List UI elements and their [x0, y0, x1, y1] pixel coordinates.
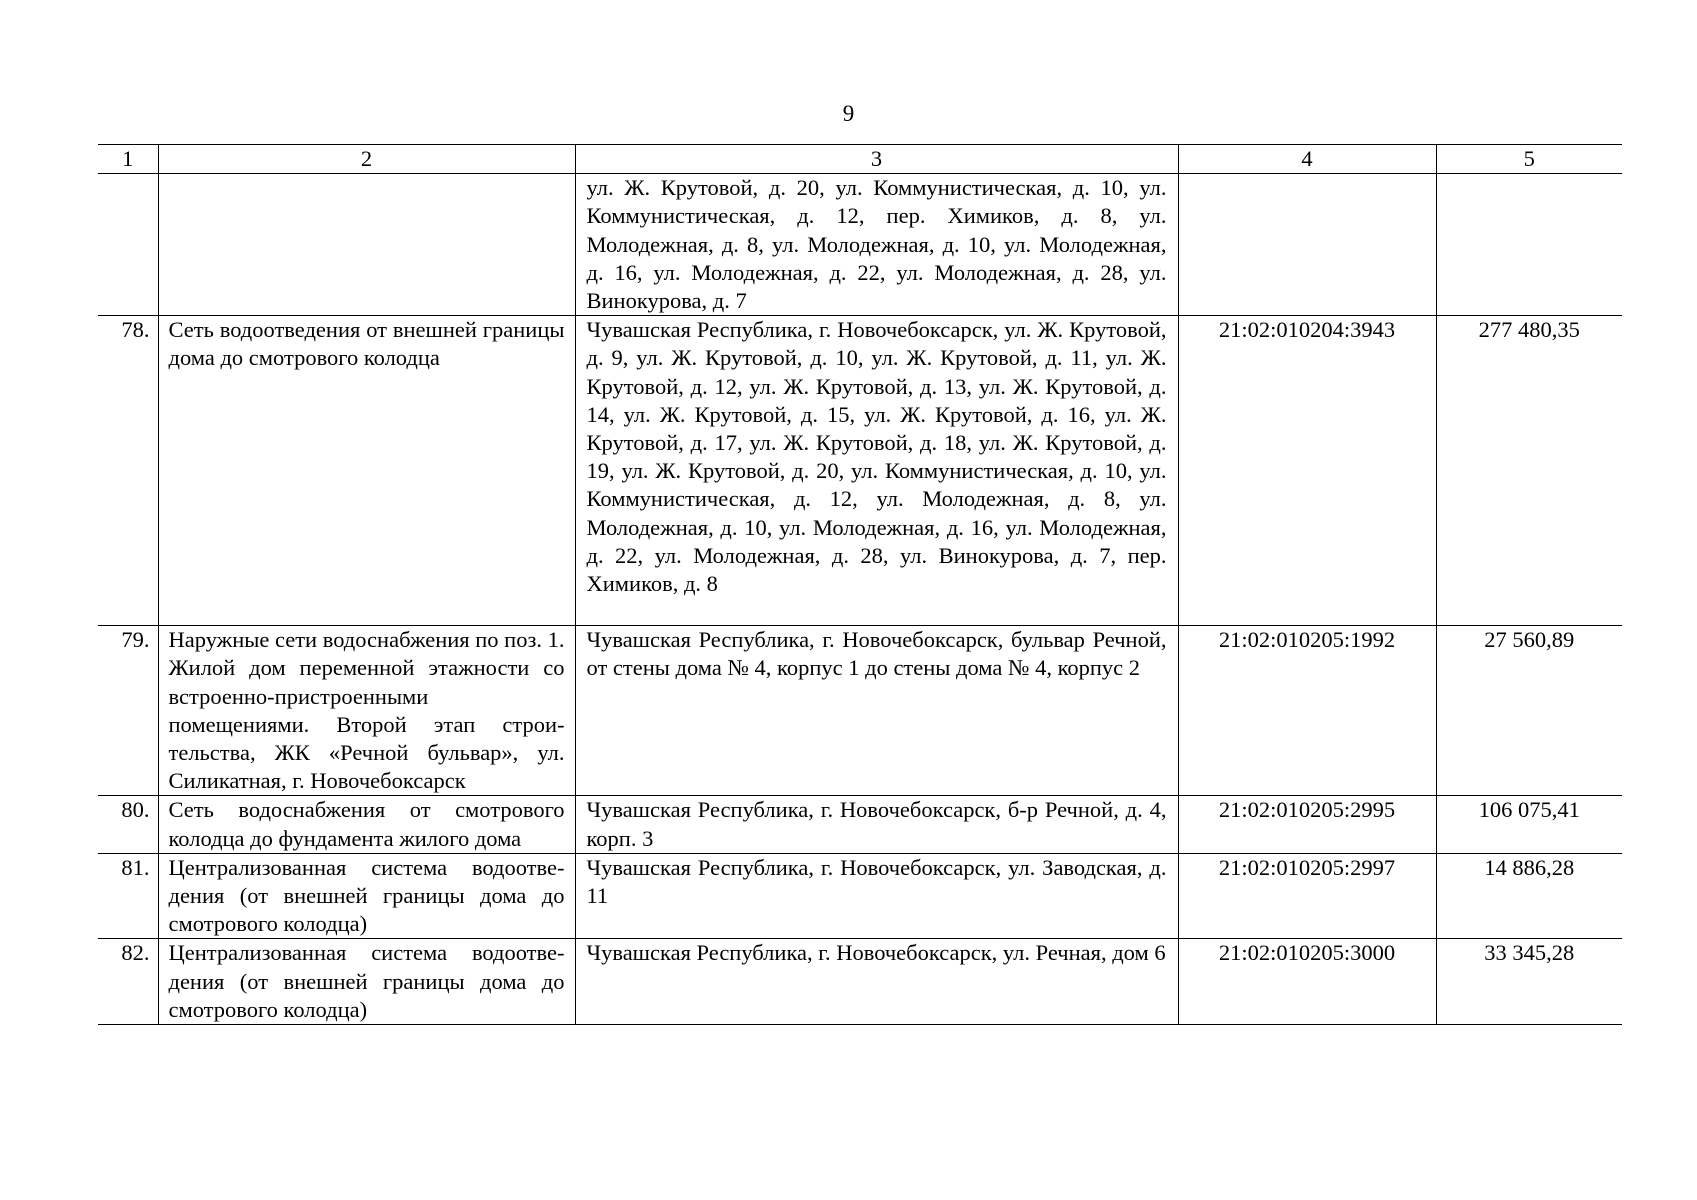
row-number: 79. [98, 626, 158, 796]
object-value: 106 075,41 [1436, 796, 1622, 853]
page-number: 9 [842, 101, 855, 126]
column-header-2: 2 [158, 145, 575, 174]
row-number [98, 174, 158, 316]
column-header-3: 3 [575, 145, 1178, 174]
object-value: 33 345,28 [1436, 939, 1622, 1025]
cadastral-number: 21:02:010205:1992 [1178, 626, 1436, 796]
object-value [1436, 174, 1622, 316]
column-number-row [98, 145, 1622, 174]
object-value: 14 886,28 [1436, 853, 1622, 939]
row-number: 81. [98, 853, 158, 939]
row-number: 78. [98, 316, 158, 626]
property-table [98, 144, 1622, 1025]
object-address: Чувашская Республика, г. Новочебоксарск, бульвар Речной, от стены дома № 4, корпус 1 до стены дома № 4, корпус 2 [575, 626, 1178, 796]
object-value: 277 480,35 [1436, 316, 1622, 626]
column-header-4: 4 [1178, 145, 1436, 174]
cadastral-number: 21:02:010205:2995 [1178, 796, 1436, 853]
object-name: Наружные сети водоснабжения по поз. 1. Жилой дом переменной этажности со встроенно-пристроенными помещениями. Второй этап строительства, ЖК «Речной бульвар», ул. Силикатная, г. Новочебоксарск [158, 626, 575, 796]
table-row [98, 316, 1622, 626]
column-header-1: 1 [98, 145, 158, 174]
object-name [158, 174, 575, 316]
object-address: Чувашская Республика, г. Новочебоксарск, б-р Речной, д. 4, корп. 3 [575, 796, 1178, 853]
table-row [98, 626, 1622, 796]
object-address: Чувашская Республика, г. Новочебоксарск, ул. Ж. Крутовой, д. 9, ул. Ж. Крутовой, д. 10, ул. Ж. Крутовой, д. 11, ул. Ж. Крутовой, д. 12, ул. Ж. Крутовой, д. 13, ул. Ж. Крутовой, д. 14, ул. Ж. Крутовой, д. 15, ул. Ж. Крутовой, д. 16, ул. Ж. Крутовой, д. 17, ул. Ж. Крутовой, д. 18, ул. Ж. Крутовой, д. 19, ул. Ж. Крутовой, д. 20, ул. Коммунистическая, д. 10, ул. Коммунистическая, д. 12, ул. Молодежная, д. 8, ул. Молодежная, д. 10, ул. Молодежная, д. 16, ул. Молодежная, д. 22, ул. Молодежная, д. 28, ул. Винокурова, д. 7, пер. Химиков, д. 8 [575, 316, 1178, 626]
cadastral-number: 21:02:010205:2997 [1178, 853, 1436, 939]
object-value: 27 560,89 [1436, 626, 1622, 796]
cadastral-number [1178, 174, 1436, 316]
object-name: Централизованная система водоотведения (от внешней границы дома до смотрового колодца) [158, 939, 575, 1025]
object-name: Сеть водоснабжения от смотрового колодца до фундамента жилого дома [158, 796, 575, 853]
table-row [98, 853, 1622, 939]
table-row [98, 939, 1622, 1025]
table-row [98, 174, 1622, 316]
object-address: Чувашская Республика, г. Новочебоксарск, ул. Речная, дом 6 [575, 939, 1178, 1025]
row-number: 80. [98, 796, 158, 853]
column-header-5: 5 [1436, 145, 1622, 174]
cadastral-number: 21:02:010205:3000 [1178, 939, 1436, 1025]
table-row [98, 796, 1622, 853]
object-name: Централизованная система водоотведения (от внешней границы дома до смотрового колодца) [158, 853, 575, 939]
object-address: Чувашская Республика, г. Новочебоксарск, ул. Заводская, д. 11 [575, 853, 1178, 939]
object-address: ул. Ж. Крутовой, д. 20, ул. Коммунистическая, д. 10, ул. Коммунистическая, д. 12, пер. Химиков, д. 8, ул. Молодежная, д. 8, ул. Молодежная, д. 10, ул. Молодежная, д. 16, ул. Молодежная, д. 22, ул. Молодежная, д. 28, ул. Винокурова, д. 7 [575, 174, 1178, 316]
object-name: Сеть водоотведения от внешней границы дома до смотрового колодца [158, 316, 575, 626]
cadastral-number: 21:02:010204:3943 [1178, 316, 1436, 626]
row-number: 82. [98, 939, 158, 1025]
